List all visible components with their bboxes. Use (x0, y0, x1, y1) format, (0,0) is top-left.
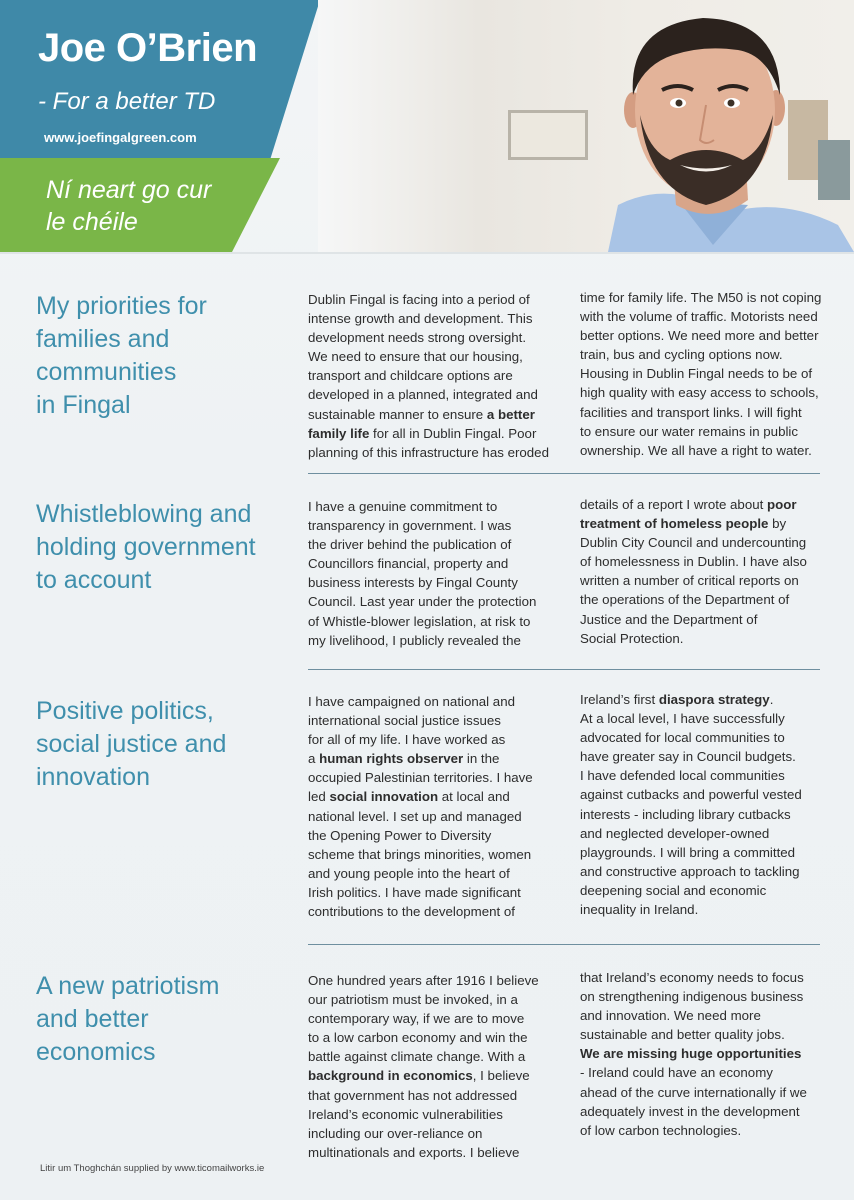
text-run: led (308, 789, 330, 805)
text-run: for all in Dublin Fingal. Poor (369, 425, 537, 441)
text-line (308, 1105, 556, 1124)
candidate-name: Joe O’Brien (38, 26, 258, 70)
text-line (308, 990, 556, 1009)
website-link[interactable]: www.joefingalgreen.com (44, 130, 197, 145)
text-run: in the (463, 751, 500, 767)
text-run: I have defended local communities (580, 768, 785, 784)
text-line (308, 592, 556, 611)
text-run: with the volume of traffic. Motorists need (580, 309, 818, 325)
text-run: developed in a planned, integrated and (308, 387, 538, 403)
text-line (580, 364, 828, 383)
text-run: time for family life. The M50 is not coping (580, 290, 822, 305)
text-run: deepening social and economic (580, 882, 767, 898)
text-run: multinationals and exports. I believe (308, 1144, 520, 1160)
text-line (308, 1028, 556, 1047)
text-run: that government has not addressed (308, 1087, 518, 1103)
text-run: our patriotism must be invoked, in a (308, 992, 518, 1008)
portrait-illustration (318, 0, 854, 252)
footer-printer-credit: Litir um Thoghchán supplied by www.ticomailworks.ie (40, 1163, 265, 1174)
text-line (580, 383, 828, 402)
text-line (580, 571, 828, 590)
text-line (580, 422, 828, 441)
text-run: contemporary way, if we are to move (308, 1011, 525, 1027)
text-run: of low carbon technologies. (580, 1122, 742, 1138)
text-line (308, 328, 556, 347)
text-run: inequality in Ireland. (580, 902, 699, 918)
text-line (308, 749, 556, 768)
text-run: including our over-reliance on (308, 1125, 483, 1141)
text-line (308, 883, 556, 902)
text-line (308, 554, 556, 573)
title-line: families and (36, 325, 170, 353)
title-line: A new patriotism (36, 972, 220, 1000)
bold-text: family life (308, 425, 370, 441)
text-run: of Whistle-blower legislation, at risk to (308, 613, 531, 629)
title-line: My priorities for (36, 292, 207, 320)
text-line (308, 845, 556, 864)
text-run: . (769, 692, 774, 707)
text-run: Dublin City Council and undercounting (580, 535, 807, 551)
text-run: on strengthening indigenous business (580, 989, 804, 1005)
text-run: and constructive approach to tackling (580, 863, 800, 879)
text-line (308, 443, 556, 462)
slogan (46, 174, 266, 238)
text-run: the driver behind the publication of (308, 537, 512, 553)
text-line (580, 1083, 828, 1102)
text-line (308, 1009, 556, 1028)
text-run: Ireland’s economic vulnerabilities (308, 1106, 503, 1122)
title-line: social justice and (36, 730, 227, 758)
text-run: At a local level, I have successfully (580, 711, 785, 727)
text-line (308, 290, 556, 309)
text-run: to ensure our water remains in public (580, 423, 799, 439)
text-line (580, 552, 828, 571)
bold-text: background in economics (308, 1068, 473, 1084)
text-line (580, 843, 828, 862)
text-run: high quality with easy access to schools, (580, 385, 819, 401)
section-title (36, 290, 286, 422)
text-run: against cutbacks and powerful vested (580, 787, 802, 803)
text-line (308, 807, 556, 826)
section-text-column (580, 690, 828, 919)
text-run: for all of my life. I have worked as (308, 732, 506, 748)
text-line (580, 1102, 828, 1121)
text-line (580, 690, 828, 709)
section-title (36, 970, 286, 1069)
text-line (580, 533, 828, 552)
text-run: details of a report I wrote about (580, 497, 768, 512)
text-line (308, 730, 556, 749)
text-line (580, 709, 828, 728)
slogan-line: le chéile (46, 208, 138, 236)
text-run: international social justice issues (308, 713, 501, 729)
text-run: national level. I set up and managed (308, 808, 522, 824)
bold-text: diaspora strategy (658, 692, 770, 707)
text-run: a (308, 751, 320, 767)
text-line (580, 514, 828, 533)
section-title (36, 695, 286, 794)
text-line (308, 405, 556, 424)
text-run: ownership. We all have a right to water. (580, 442, 812, 458)
text-run: scheme that brings minorities, women (308, 846, 532, 862)
text-run: - Ireland could have an economy (580, 1065, 773, 1081)
text-run: my livelihood, I publicly revealed the (308, 632, 521, 648)
text-run: the Opening Power to Diversity (308, 827, 492, 843)
section-text-column (580, 495, 828, 648)
text-line (580, 968, 828, 987)
text-run: and neglected developer-owned (580, 825, 770, 841)
text-line (580, 728, 828, 747)
text-line (580, 881, 828, 900)
text-run: sustainable manner to ensure (308, 406, 487, 422)
text-line (580, 610, 828, 629)
text-run: contributions to the development of (308, 904, 515, 920)
text-line (308, 692, 556, 711)
text-run: intense growth and development. This (308, 311, 533, 327)
text-run: Housing in Dublin Fingal needs to be of (580, 366, 813, 382)
text-run: Dublin Fingal is facing into a period of (308, 292, 530, 307)
text-line (308, 768, 556, 787)
bold-text: a better (486, 406, 535, 422)
section-divider (308, 669, 820, 670)
bold-text: poor (767, 497, 797, 512)
text-line (580, 403, 828, 422)
candidate-photo (318, 0, 854, 252)
bold-text: human rights observer (319, 751, 464, 767)
bold-text: social innovation (329, 789, 439, 805)
text-line (580, 326, 828, 345)
text-run: better options. We need more and better (580, 328, 819, 344)
text-run: , I believe (472, 1068, 530, 1084)
text-run: interests - including library cutbacks (580, 806, 791, 822)
text-line (308, 864, 556, 883)
text-run: Irish politics. I have made significant (308, 884, 521, 900)
text-line (580, 824, 828, 843)
text-line (308, 631, 556, 650)
text-run: train, bus and cycling options now. (580, 347, 783, 363)
text-line (580, 805, 828, 824)
text-line (308, 971, 556, 990)
text-run: at local and (438, 789, 510, 805)
text-line (580, 1006, 828, 1025)
text-run: ahead of the curve internationally if we (580, 1084, 807, 1100)
text-line (308, 826, 556, 845)
text-run: by (768, 516, 787, 532)
text-line (308, 711, 556, 730)
text-line (308, 535, 556, 554)
section-title (36, 498, 286, 597)
text-run: development needs strong oversight. (308, 330, 527, 346)
text-run: transport and childcare options are (308, 368, 513, 384)
title-line: communities (36, 358, 177, 386)
text-run: of homelessness in Dublin. I have also (580, 554, 807, 570)
slogan-line: Ní neart go cur (46, 176, 212, 204)
text-run: Social Protection. (580, 630, 684, 646)
section-text-column (308, 692, 556, 921)
text-line (580, 495, 828, 514)
text-run: advocated for local communities to (580, 730, 785, 746)
text-line (308, 1086, 556, 1105)
text-run: playgrounds. I will bring a committed (580, 844, 796, 860)
text-run: Council. Last year under the protection (308, 594, 537, 610)
text-run: the operations of the Department of (580, 592, 790, 608)
text-run: I have campaigned on national and (308, 694, 515, 709)
text-run: occupied Palestinian territories. I have (308, 770, 533, 786)
section-text-column (308, 290, 556, 462)
title-line: and better (36, 1005, 149, 1033)
text-line (308, 309, 556, 328)
text-line (308, 902, 556, 921)
text-line (580, 1063, 828, 1082)
text-line (308, 1124, 556, 1143)
text-run: and innovation. We need more (580, 1008, 761, 1024)
text-run: to a low carbon economy and win the (308, 1030, 528, 1046)
text-run: planning of this infrastructure has eroded (308, 444, 549, 460)
text-line (580, 900, 828, 919)
candidate-subtitle: - For a better TD (38, 88, 216, 115)
text-line (308, 366, 556, 385)
text-run: One hundred years after 1916 I believe (308, 973, 539, 988)
text-line (308, 385, 556, 404)
title-line: in Fingal (36, 391, 131, 419)
title-line: innovation (36, 763, 150, 791)
text-line (580, 747, 828, 766)
bold-text: treatment of homeless people (580, 516, 769, 532)
section-divider (308, 944, 820, 945)
header-divider (0, 252, 854, 254)
text-run: have greater say in Council budgets. (580, 749, 796, 765)
title-line: Positive politics, (36, 697, 214, 725)
text-line (580, 590, 828, 609)
text-run: Justice and the Department of (580, 611, 758, 627)
text-line (580, 987, 828, 1006)
text-line (580, 1044, 828, 1063)
text-line (308, 516, 556, 535)
text-line (580, 1121, 828, 1140)
title-line: economics (36, 1038, 156, 1066)
text-run: transparency in government. I was (308, 518, 512, 534)
text-run: adequately invest in the development (580, 1103, 800, 1119)
text-line (580, 785, 828, 804)
text-line (580, 1025, 828, 1044)
section-text-column (308, 497, 556, 650)
text-line (580, 441, 828, 460)
text-run: that Ireland’s economy needs to focus (580, 970, 804, 985)
text-line (308, 347, 556, 366)
text-run: We need to ensure that our housing, (308, 349, 523, 365)
text-line (580, 629, 828, 648)
text-line (308, 1047, 556, 1066)
section-text-column (580, 288, 828, 460)
text-line (308, 787, 556, 806)
text-line (580, 345, 828, 364)
section-text-column (580, 968, 828, 1140)
text-run: battle against climate change. With a (308, 1049, 526, 1065)
text-line (308, 573, 556, 592)
title-line: to account (36, 566, 152, 594)
text-run: sustainable and better quality jobs. (580, 1027, 785, 1043)
text-run: I have a genuine commitment to (308, 499, 498, 514)
text-run: and young people into the heart of (308, 865, 510, 881)
section-divider (308, 473, 820, 474)
text-run: facilities and transport links. I will fight (580, 404, 802, 420)
text-line (308, 1066, 556, 1085)
title-line: Whistleblowing and (36, 500, 252, 528)
text-run: business interests by Fingal County (308, 575, 518, 591)
text-line (308, 612, 556, 631)
text-line (308, 424, 556, 443)
text-line (308, 1143, 556, 1162)
text-line (308, 497, 556, 516)
text-run: Ireland’s first (580, 692, 659, 707)
text-line (580, 766, 828, 785)
text-run: Councillors financial, property and (308, 556, 509, 572)
section-text-column (308, 971, 556, 1162)
text-line (580, 307, 828, 326)
bold-text: We are missing huge opportunities (580, 1046, 802, 1062)
text-line (580, 288, 828, 307)
text-run: written a number of critical reports on (580, 573, 799, 589)
title-line: holding government (36, 533, 256, 561)
text-line (580, 862, 828, 881)
